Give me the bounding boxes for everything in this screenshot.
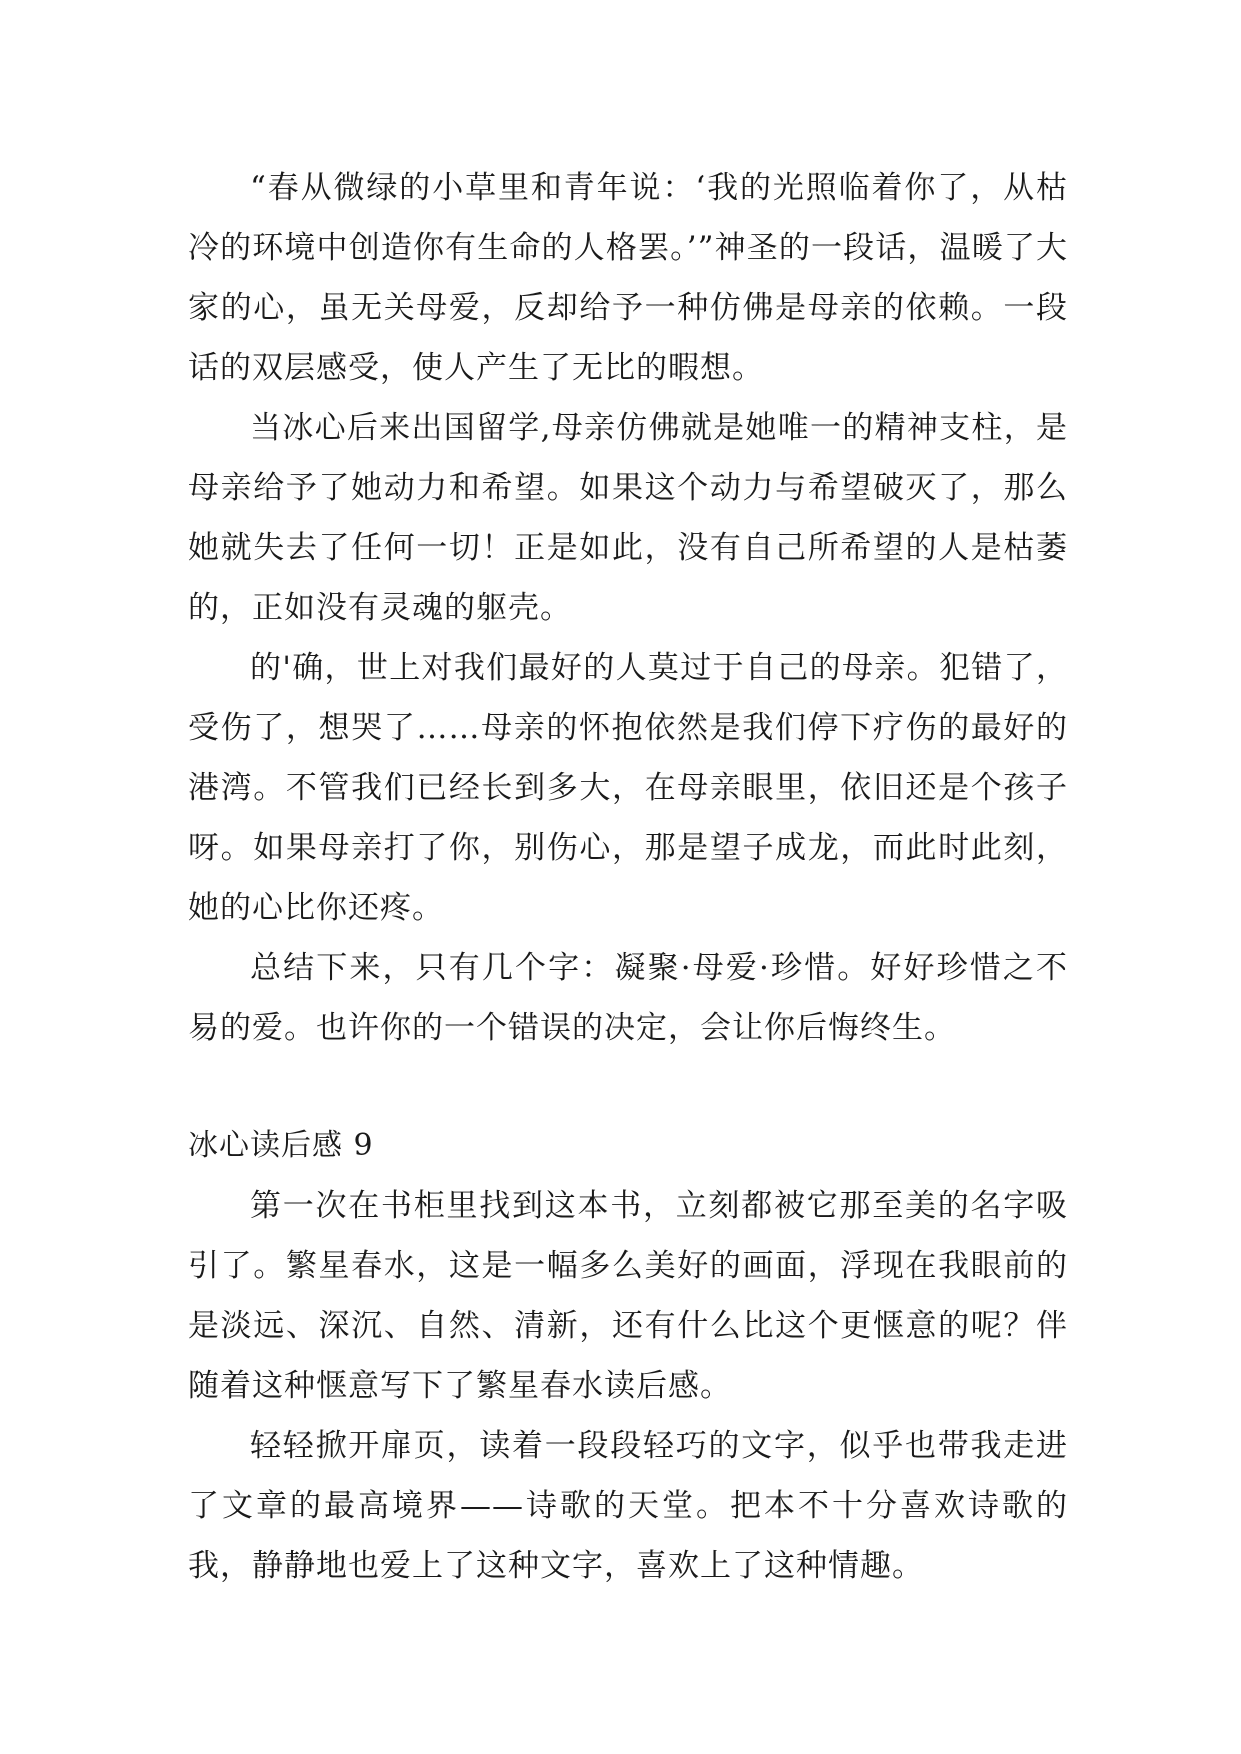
paragraph: 的'确，世上对我们最好的人莫过于自己的母亲。犯错了，受伤了，想哭了……母亲的怀抱依然是我们停下疗伤的最好的港湾。不管我们已经长到多大，在母亲眼里，依旧还是个孩子呀。如果母亲打了你，别伤心，那是望子成龙，而此时此刻，她的心比你还疼。 (188, 650, 1068, 926)
paragraph: 总结下来，只有几个字：凝聚·母爱·珍惜。好好珍惜之不易的爱。也许你的一个错误的决定，会让你后悔终生。 (188, 950, 1068, 1046)
paragraph: 当冰心后来出国留学,母亲仿佛就是她唯一的精神支柱，是母亲给予了她动力和希望。如果这个动力与希望破灭了，那么她就失去了任何一切！正是如此，没有自己所希望的人是枯萎的，正如没有灵魂的躯壳。 (188, 410, 1068, 626)
paragraph: 第一次在书柜里找到这本书，立刻都被它那至美的名字吸引了。繁星春水，这是一幅多么美好的画面，浮现在我眼前的是淡远、深沉、自然、清新，还有什么比这个更惬意的呢？伴随着这种惬意写下了繁星春水读后感。 (188, 1188, 1068, 1404)
section-title: 冰心读后感 9 (188, 1128, 374, 1163)
document-body (188, 158, 1068, 1596)
paragraph: “春从微绿的小草里和青年说：‘我的光照临着你了，从枯冷的环境中创造你有生命的人格罢。’”神圣的一段话，温暖了大家的心，虽无关母爱，反却给予一种仿佛是母亲的依赖。一段话的双层感受，使人产生了无比的暇想。 (188, 170, 1068, 386)
paragraph: 轻轻掀开扉页，读着一段段轻巧的文字，似乎也带我走进了文章的最高境界——诗歌的天堂。把本不十分喜欢诗歌的我，静静地也爱上了这种文字，喜欢上了这种情趣。 (188, 1428, 1068, 1584)
